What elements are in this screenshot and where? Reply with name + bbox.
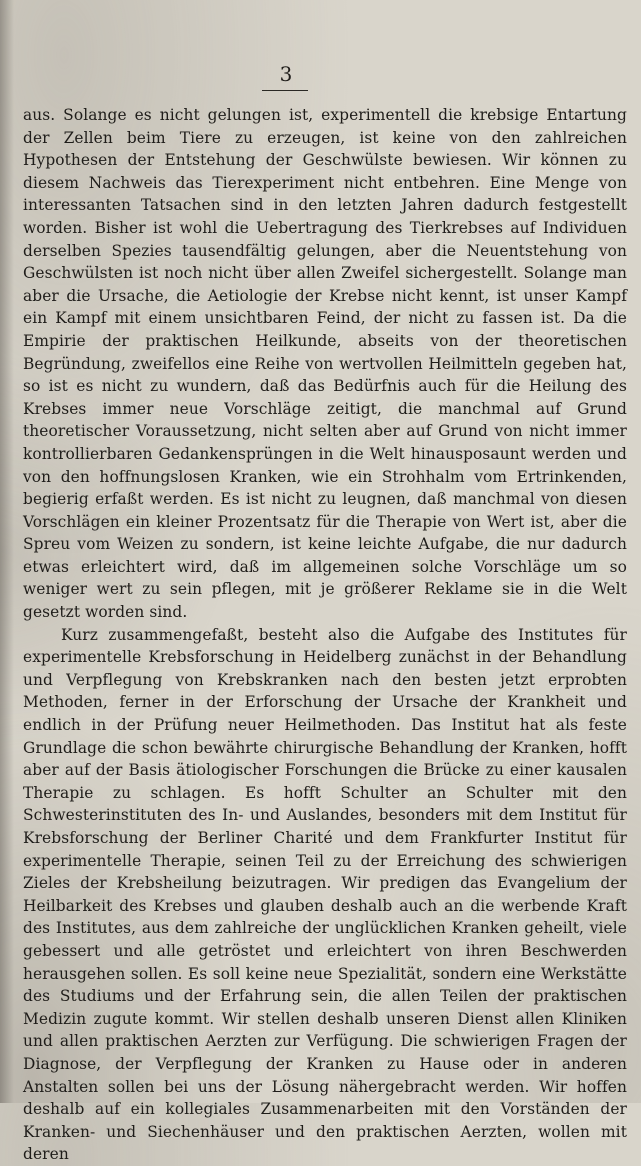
page-number-rule	[262, 90, 308, 91]
page-binding-shadow	[0, 0, 14, 1103]
paragraph-continuation: aus. Solange es nicht gelungen ist, experimentell die krebsige Entartung der Zellen beim Tiere zu erzeugen, ist keine von den zahlreichen Hypothesen der Entstehung der Geschwülste bewiesen. Wir können zu diesem Nachweis das Tierexperiment nicht entbehren. Eine Menge von interessanten Tatsachen sind in den letzten Jahren dadurch festgestellt worden. Bisher ist wohl die Uebertragung des Tierkrebses auf Individuen derselben Spezies tausendfältig gelungen, aber die Neuentstehung von Geschwülsten ist noch nicht über allen Zweifel sichergestellt. Solange man aber die Ursache, die Aetiologie der Krebse nicht kennt, ist unser Kampf ein Kampf mit einem unsichtbaren Feind, der nicht zu fassen ist. Da die Empirie der praktischen Heilkunde, abseits von der theoretischen Begründung, zweifellos eine Reihe von wertvollen Heilmitteln gegeben hat, so ist es nicht zu wundern, daß das Bedürfnis auch für die Heilung des Krebses immer neue Vorschläge zeitigt, die manchmal auf Grund theoretischer Voraussetzung, nicht selten aber auf Grund von nicht immer kontrollierbaren Gedankensprüngen in die Welt hinausposaunt werden und von den hoffnungslosen Kranken, wie ein Strohhalm vom Ertrinkenden, begierig erfaßt werden. Es ist nicht zu leugnen, daß manchmal von diesen Vorschlägen ein kleiner Prozentsatz für die Therapie von Wert ist, aber die Spreu vom Weizen zu sondern, ist keine leichte Aufgabe, die nur dadurch etwas erleichtert wird, daß im allgemeinen solche Vorschläge um so weniger wert zu sein pflegen, mit je größerer Reklame sie in die Welt gesetzt worden sind.	[23, 106, 627, 622]
body-text	[23, 104, 627, 1166]
paragraph-summary: Kurz zusammengefaßt, besteht also die Aufgabe des Institutes für experimentelle Krebsforschung in Heidelberg zunächst in der Behandlung und Verpflegung von Krebskranken nach den besten jetzt erprobten Methoden, ferner in der Erforschung der Ursache der Krankheit und endlich in der Prüfung neuer Heilmethoden. Das Institut hat als feste Grundlage die schon bewährte chirurgische Behandlung der Kranken, hofft aber auf der Basis ätiologischer Forschungen die Brücke zu einer kausalen Therapie zu schlagen. Es hofft Schulter an Schulter mit den Schwesterinstituten des In- und Auslandes, besonders mit dem Institut für Krebsforschung der Berliner Charité und dem Frankfurter Institut für experimentelle Therapie, seinen Teil zu der Erreichung des schwierigen Zieles der Krebsheilung beizutragen. Wir predigen das Evangelium der Heilbarkeit des Krebses und glauben deshalb auch an die werbende Kraft des Institutes, aus dem zahlreiche der unglücklichen Kranken geheilt, viele gebessert und alle getröstet und erleichtert von ihren Beschwerden herausgehen sollen. Es soll keine neue Spezialität, sondern eine Werkstätte des Studiums und der Erfahrung sein, die allen Teilen der praktischen Medizin zugute kommt. Wir stellen deshalb unseren Dienst allen Kliniken und allen praktischen Aerzten zur Verfügung. Die schwierigen Fragen der Diagnose, der Verpflegung der Kranken zu Hause oder in anderen Anstalten sollen bei uns der Lösung nähergebracht werden. Wir hoffen deshalb auf ein kollegiales Zusammenarbeiten mit den Vorständen der Kranken- und Siechenhäuser und den praktischen Aerzten, wollen mit deren	[23, 625, 627, 1164]
page-number: 3	[279, 62, 293, 86]
